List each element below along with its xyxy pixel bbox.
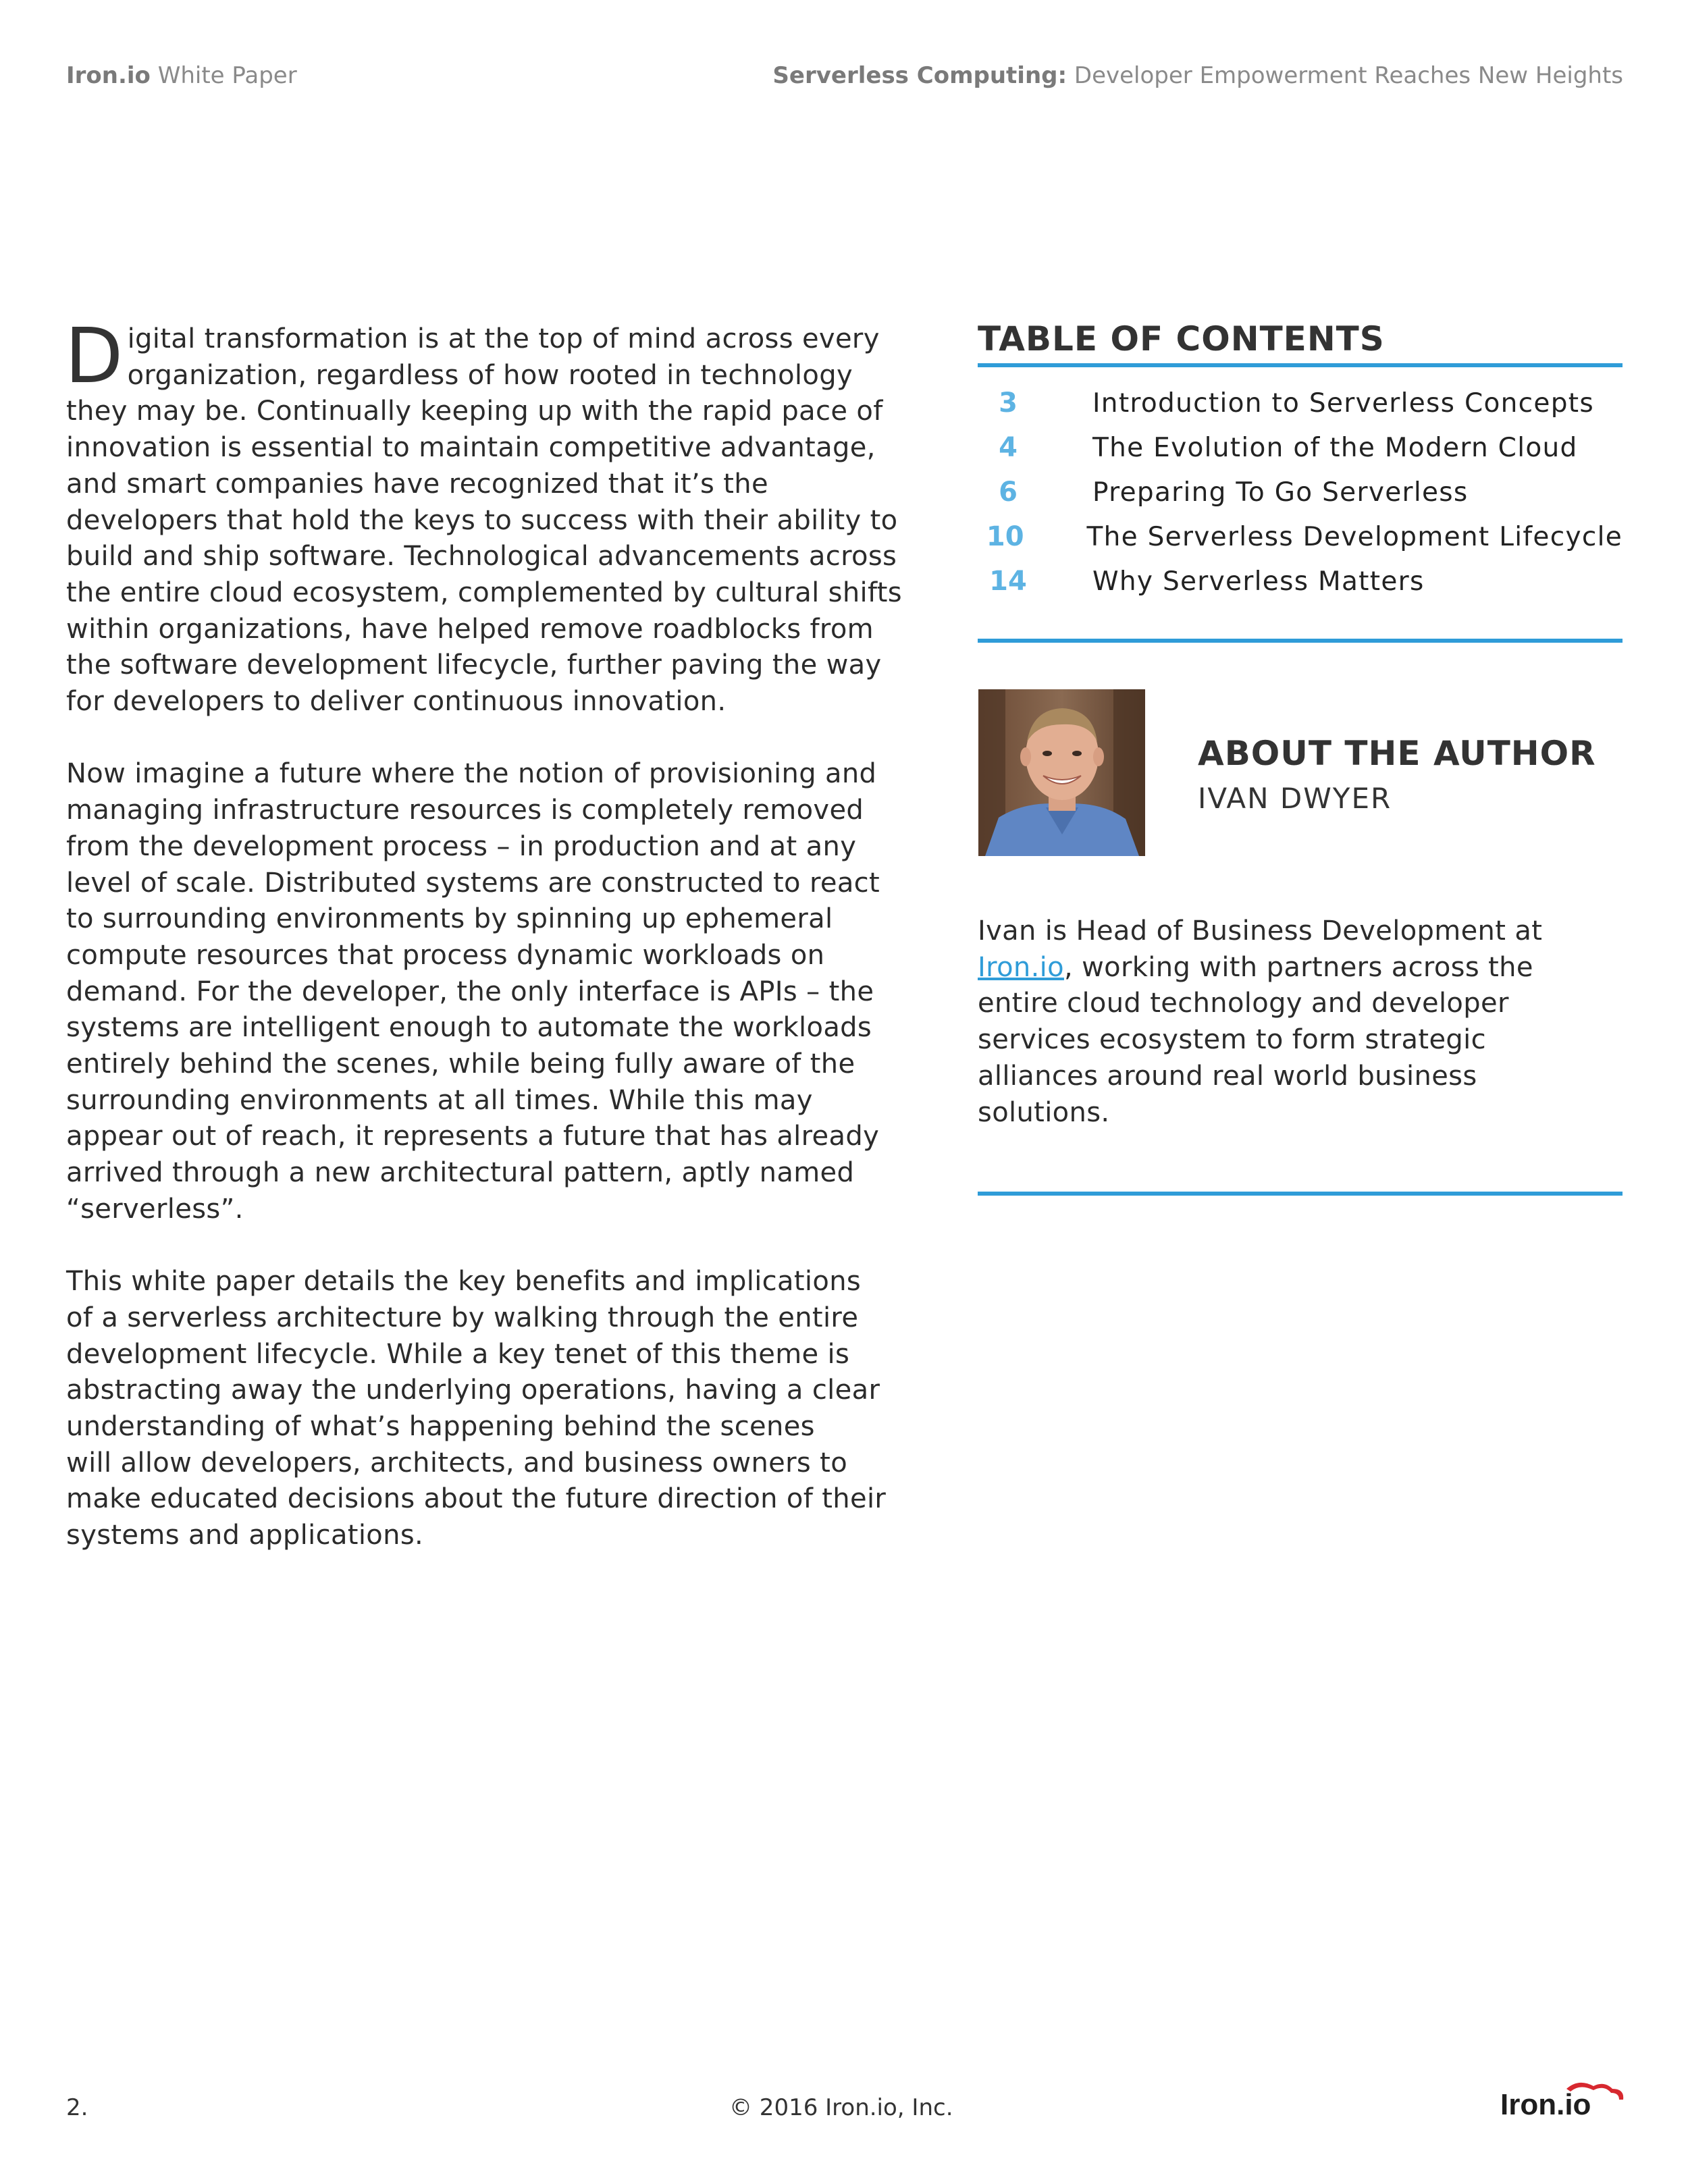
bio-line-rest: , working with partners across the — [1063, 951, 1533, 983]
text-line: entire cloud technology and developer — [978, 988, 1509, 1019]
toc-bottom-rule — [978, 639, 1623, 643]
header-brand: Iron.io — [66, 62, 151, 89]
toc-label: Preparing To Go Serverless — [1092, 477, 1469, 508]
toc-list — [978, 388, 1623, 610]
text-line: developers that hold the keys to success with their ability to — [66, 504, 898, 536]
text-line: systems and applications. — [66, 1520, 424, 1551]
text-line: solutions. — [978, 1096, 1110, 1128]
header-right — [772, 62, 1623, 89]
text-line: of a serverless architecture by walking through the entire — [66, 1302, 859, 1333]
toc-item[interactable] — [978, 477, 1623, 521]
author-photo — [978, 689, 1145, 856]
author-bio — [978, 913, 1626, 1196]
text-line: organization, regardless of how rooted in technology — [127, 359, 853, 391]
table-of-contents — [978, 319, 1623, 643]
text-line — [978, 950, 1626, 986]
toc-page-number: 3 — [999, 388, 1018, 419]
text-line: “serverless”. — [66, 1193, 244, 1225]
toc-top-rule — [978, 363, 1623, 367]
text-line: will allow developers, architects, and business owners to — [66, 1447, 848, 1479]
toc-label: The Serverless Development Lifecycle — [1086, 522, 1623, 552]
text-line: managing infrastructure resources is completely removed — [66, 795, 864, 826]
header-left — [66, 62, 297, 89]
toc-item[interactable] — [978, 521, 1623, 566]
text-line: surrounding environments at all times. While this may — [66, 1084, 813, 1116]
text-line: compute resources that process dynamic workloads on — [66, 939, 825, 971]
toc-label: Introduction to Serverless Concepts — [1092, 388, 1594, 419]
text-line: Now imagine a future where the notion of provisioning and — [66, 758, 877, 790]
toc-page-number: 10 — [986, 521, 1024, 552]
intro-paragraph-3 — [66, 1264, 937, 1554]
text-line: understanding of what’s happening behind the scenes — [66, 1411, 815, 1443]
author-portrait-image — [978, 689, 1145, 856]
toc-label: The Evolution of the Modern Cloud — [1092, 433, 1578, 463]
toc-label: Why Serverless Matters — [1092, 566, 1425, 597]
text-line: abstracting away the underlying operations, having a clear — [66, 1375, 880, 1406]
text-line: arrived through a new architectural pattern, aptly named — [66, 1157, 855, 1189]
text-line: the entire cloud ecosystem, complemented by cultural shifts — [66, 577, 902, 608]
text-line: demand. For the developer, the only interface is APIs – the — [66, 976, 874, 1007]
author-bottom-rule — [978, 1192, 1623, 1196]
intro-paragraph-1 — [65, 313, 937, 720]
header-title-strong: Serverless Computing: — [772, 62, 1067, 89]
text-line: level of scale. Distributed systems are constructed to react — [66, 867, 880, 899]
toc-page-number: 6 — [999, 477, 1018, 508]
toc-item[interactable] — [978, 432, 1623, 477]
header-title-rest: Developer Empowerment Reaches New Heights — [1067, 62, 1623, 89]
toc-item[interactable] — [978, 566, 1623, 610]
text-line: systems are intelligent enough to automate the workloads — [66, 1012, 872, 1044]
toc-page-number: 14 — [989, 566, 1027, 597]
text-line: appear out of reach, it represents a future that has already — [66, 1121, 880, 1152]
toc-item[interactable] — [978, 388, 1623, 432]
text-line: igital transformation is at the top of mind across every — [127, 323, 880, 354]
text-line: build and ship software. Technological advancements across — [66, 541, 897, 572]
text-line: make educated decisions about the future direction of their — [66, 1483, 887, 1515]
copyright: © 2016 Iron.io, Inc. — [729, 2094, 953, 2121]
text-line: development lifecycle. While a key tenet of this theme is — [66, 1338, 850, 1370]
iron-io-link[interactable]: Iron.io — [978, 951, 1064, 983]
text-line: they may be. Continually keeping up with the rapid pace of — [66, 396, 883, 427]
toc-page-number: 4 — [999, 432, 1018, 463]
header-left-rest: White Paper — [150, 62, 297, 89]
about-author-title: ABOUT THE AUTHOR — [1198, 734, 1596, 773]
text-line: within organizations, have helped remove roadblocks from — [66, 613, 874, 645]
text-line: the software development lifecycle, further paving the way — [66, 649, 882, 681]
text-line: from the development process – in production and at any — [66, 830, 857, 862]
text-line: entirely behind the scenes, while being fully aware of the — [66, 1048, 855, 1080]
intro-text — [65, 313, 937, 1591]
text-line: This white paper details the key benefits and implications — [66, 1266, 862, 1298]
logo-icon — [1499, 2079, 1627, 2120]
logo-text: Iron.io — [1500, 2088, 1591, 2120]
text-line: and smart companies have recognized that it’s the — [66, 468, 768, 500]
author-name: IVAN DWYER — [1198, 782, 1392, 815]
text-line: to surrounding environments by spinning up ephemeral — [66, 903, 833, 935]
text-line: services ecosystem to form strategic — [978, 1024, 1486, 1056]
toc-title: TABLE OF CONTENTS — [978, 319, 1385, 358]
text-line: for developers to deliver continuous innovation. — [66, 686, 727, 718]
dropcap: D — [65, 313, 124, 400]
text-line: Ivan is Head of Business Development at — [978, 915, 1543, 947]
text-line: alliances around real world business — [978, 1060, 1477, 1092]
iron-io-logo — [1499, 2079, 1627, 2120]
intro-paragraph-2 — [66, 756, 937, 1227]
page-number: 2. — [66, 2094, 88, 2121]
text-line: innovation is essential to maintain competitive advantage, — [66, 432, 876, 464]
